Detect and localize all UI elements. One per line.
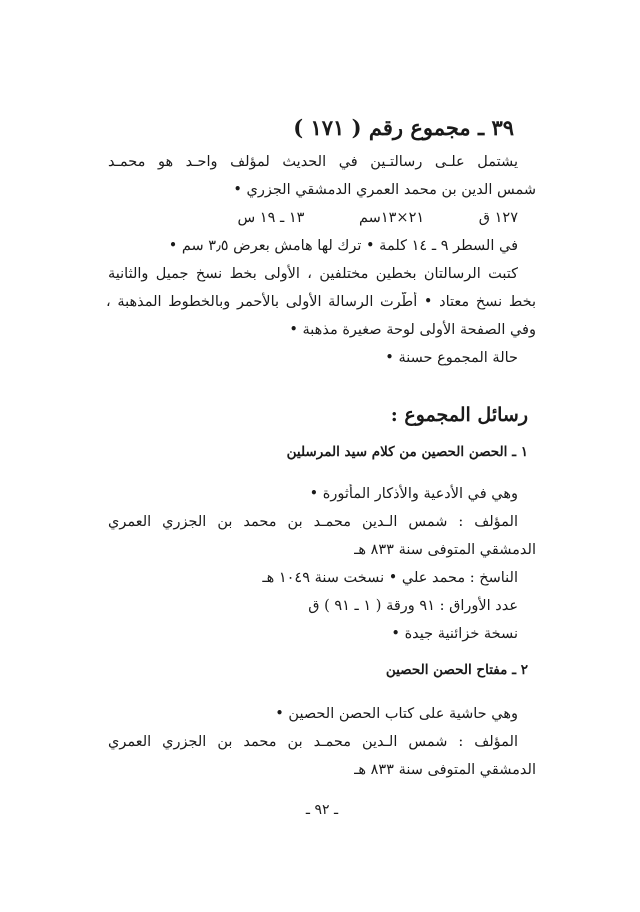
page-number: ـ ٩٢ ـ [305, 802, 339, 818]
item-2-line: المؤلف : شمس الـدين محمـد بن محمد بن الجزري العمري [108, 734, 518, 750]
intro-line-1: يشتمل علـى رسالتـين في الحديث لمؤلف واحـد هو محمـد [108, 154, 518, 170]
item-1-line: نسخة خزائنية جيدة • [391, 626, 518, 642]
item-1-line: وهي في الأدعية والأذكار المأثورة • [309, 486, 518, 502]
item-2-line: الدمشقي المتوفى سنة ٨٣٣ هـ [354, 762, 536, 778]
section-title: رسائل المجموع : [390, 404, 528, 426]
manuscript-title: ٣٩ ـ مجموع رقم ( ١٧١ ) [293, 115, 514, 140]
intro-line-2: شمس الدين بن محمد العمري الدمشقي الجزري • [233, 182, 536, 198]
page-size: ٢١×١٣سم [359, 210, 425, 226]
item-2-heading: ٢ ـ مفتاح الحصن الحصين [385, 662, 528, 678]
intro-line-8: حالة المجموع حسنة • [385, 350, 518, 366]
intro-line-6: بخط نسخ معتاد • أطّرت الرسالة الأولى بالأحمر وبالخطوط المذهبة ، [106, 294, 536, 310]
item-1-line: الدمشقي المتوفى سنة ٨٣٣ هـ [354, 542, 536, 558]
dimensions-line [108, 208, 518, 228]
item-1-line: عدد الأوراق : ٩١ ورقة ( ١ ـ ٩١ ) ق [308, 598, 518, 614]
item-1-heading: ١ ـ الحصن الحصين من كلام سيد المرسلين [286, 444, 528, 460]
leaf-count: ١٢٧ ق [478, 210, 518, 226]
line-count: ١٣ ـ ١٩ س [237, 210, 305, 226]
intro-line-4: في السطر ٩ ـ ١٤ كلمة • ترك لها هامش بعرض ٣٫٥ سم • [168, 238, 518, 254]
item-1-line: الناسخ : محمد علي • نسخت سنة ١٠٤٩ هـ [262, 570, 518, 586]
intro-line-5: كتبت الرسالتان بخطين مختلفين ، الأولى بخط نسخ جميل والثانية [108, 266, 518, 282]
item-2-line: وهي حاشية على كتاب الحصن الحصين • [275, 706, 518, 722]
intro-line-7: وفي الصفحة الأولى لوحة صغيرة مذهبة • [289, 322, 536, 338]
item-1-line: المؤلف : شمس الـدين محمـد بن محمد بن الجزري العمري [108, 514, 518, 530]
